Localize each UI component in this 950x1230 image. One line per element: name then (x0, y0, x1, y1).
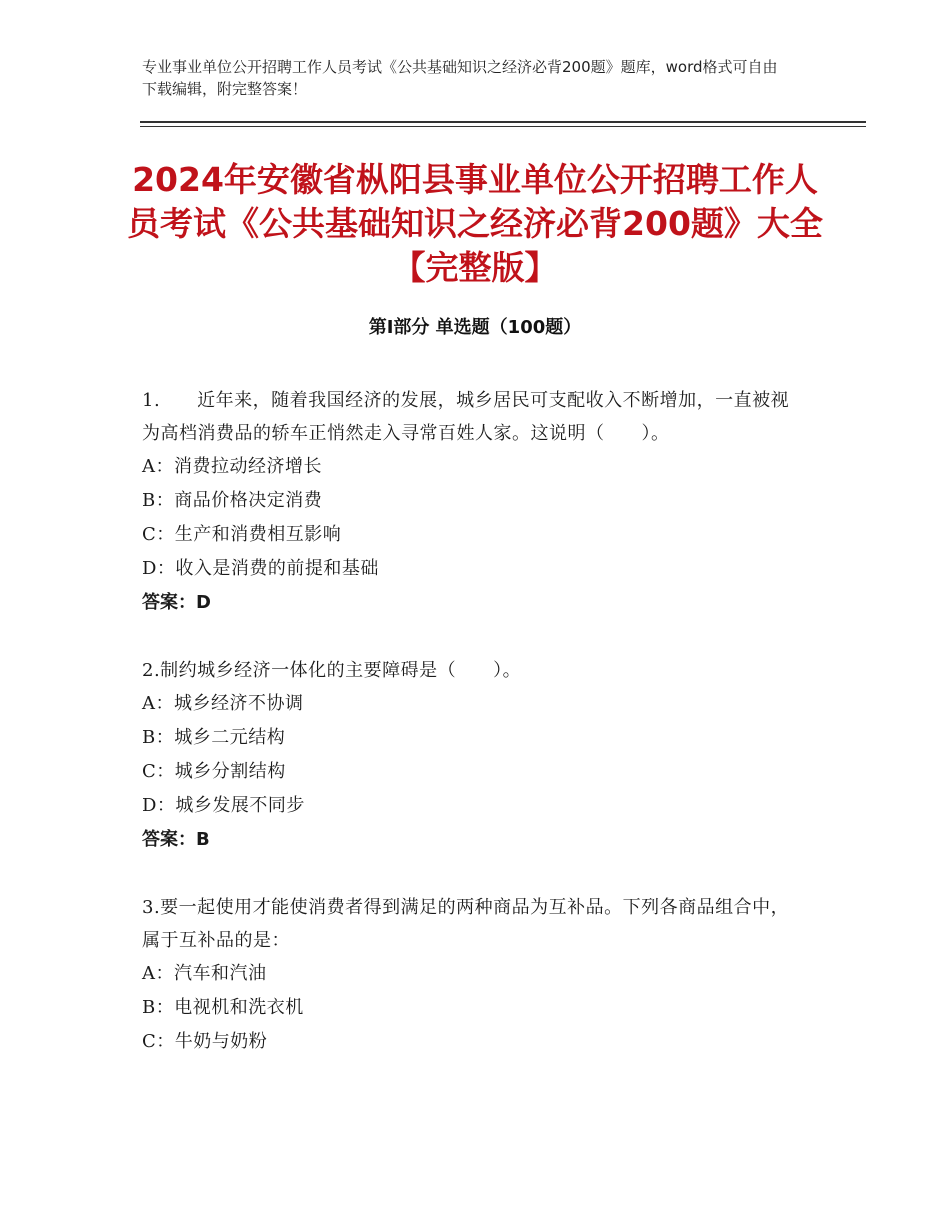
option-c: C：城乡分割结构 (142, 761, 286, 782)
question-list (142, 384, 802, 1093)
option-a: A：汽车和汽油 (142, 963, 267, 984)
option-b: B：商品价格决定消费 (142, 490, 323, 511)
option-b: B：电视机和洗衣机 (142, 997, 304, 1018)
answer-line: 答案：D (142, 592, 211, 613)
question-stem: 2.制约城乡经济一体化的主要障碍是（ ）。 (142, 660, 522, 681)
option-c: C：生产和消费相互影响 (142, 524, 342, 545)
section-heading: 第I部分 单选题（100题） (368, 317, 582, 338)
option-c: C：牛奶与奶粉 (142, 1031, 268, 1052)
header-rule-thick (140, 121, 866, 123)
answer-line: 答案：B (142, 829, 210, 850)
question-3 (142, 891, 802, 1059)
question-stem: 3.要一起使用才能使消费者得到满足的两种商品为互补品。下列各商品组合中，属于互补品的是： (142, 897, 790, 951)
option-a: A：城乡经济不协调 (142, 693, 304, 714)
option-a: A：消费拉动经济增长 (142, 456, 322, 477)
page-title: 2024年安徽省枞阳县事业单位公开招聘工作人员考试《公共基础知识之经济必背200题》大全【完整版】 (127, 160, 823, 287)
header-note: 专业事业单位公开招聘工作人员考试《公共基础知识之经济必背200题》题库，word格式可自由下载编辑，附完整答案！ (142, 58, 778, 98)
question-1 (142, 384, 802, 620)
option-b: B：城乡二元结构 (142, 727, 286, 748)
question-2 (142, 654, 802, 857)
question-stem: 1. 近年来，随着我国经济的发展，城乡居民可支配收入不断增加，一直被视为高档消费品的轿车正悄然走入寻常百姓人家。这说明（ ）。 (142, 390, 790, 444)
option-d: D：收入是消费的前提和基础 (142, 558, 379, 579)
option-d: D：城乡发展不同步 (142, 795, 305, 816)
header-rule-thin (140, 126, 866, 127)
